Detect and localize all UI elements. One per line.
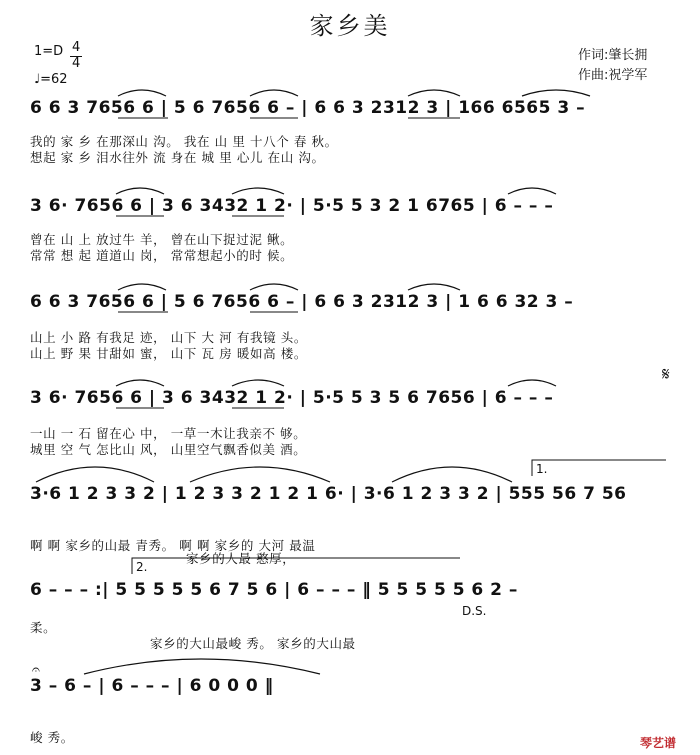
slur bbox=[522, 90, 590, 96]
lyrics-row-5-verse-1: 啊 啊 家乡的山最 青秀。 啊 啊 家乡的 大河 最温 bbox=[30, 538, 316, 553]
volta-1-bracket bbox=[532, 460, 666, 476]
slur bbox=[232, 380, 284, 386]
lyrics-row-4-verse-1: 一山 一 石 留在心 中， 一草一木让我亲不 够。 bbox=[30, 426, 307, 441]
page-title: 家乡美 bbox=[309, 12, 391, 40]
notation-row-5: 3·6 1 2 3 3 2 | 1 2 3 3 2 1 2 1 6· | 3·6 1 2 3 3 2 | 555 56 7 56 bbox=[30, 484, 627, 504]
lyrics-row-2-verse-1: 曾在 山 上 放过牛 羊， 曾在山下捉过泥 鳅。 bbox=[30, 232, 294, 247]
notation-row-7: 3 – 6 – | 6 – – – | 6 0 0 0 ‖ bbox=[30, 676, 274, 696]
lyrics-row-2-verse-2: 常常 想 起 道道山 岗， 常常想起小的时 候。 bbox=[30, 248, 294, 263]
slur bbox=[250, 284, 298, 290]
lyrics-row-6-verse-2: 家乡的大山最峻 秀。 家乡的大山最 bbox=[150, 636, 356, 651]
time-signature-bottom: 4 bbox=[72, 56, 81, 71]
lyrics-row-6-verse-1: 柔。 bbox=[30, 620, 57, 635]
slur bbox=[408, 284, 460, 290]
watermark-logo: 琴艺谱 bbox=[640, 736, 677, 750]
volta-1-label: 1. bbox=[536, 462, 548, 476]
lyrics-row-4-verse-2: 城里 空 气 怎比山 风， 山里空气飘香似美 酒。 bbox=[30, 442, 307, 457]
lyrics-row-7: 峻 秀。 bbox=[30, 730, 74, 745]
lyrics-row-1-verse-2: 想起 家 乡 泪水往外 流 身在 城 里 心儿 在山 沟。 bbox=[30, 150, 325, 165]
slur bbox=[190, 467, 330, 482]
tempo-mark: ♩=62 bbox=[34, 72, 68, 87]
time-signature-top: 4 bbox=[72, 40, 81, 55]
notation-row-6: 6 – – – :| 5 5 5 5 5 6 7 5 6 | 6 – – – ‖ 5 5 5 5 5 6 2 – bbox=[30, 580, 518, 600]
volta-2-label: 2. bbox=[136, 560, 148, 574]
slur bbox=[84, 659, 320, 674]
key-signature: 1=D bbox=[34, 44, 64, 59]
lyrics-row-3-verse-2: 山上 野 果 甘甜如 蜜， 山下 瓦 房 暖如高 楼。 bbox=[30, 346, 307, 361]
volta-2-bracket bbox=[132, 558, 460, 574]
slur bbox=[116, 380, 164, 386]
notation-row-2: 3 6· 7656 6 | 3 6 3432 1 2· | 5·5 5 3 2 1 6765 | 6 – – – bbox=[30, 196, 554, 216]
lyrics-row-5-verse-2: 家乡的人最 憨厚， bbox=[186, 551, 296, 566]
slur bbox=[392, 467, 512, 482]
notation-row-4: 3 6· 7656 6 | 3 6 3432 1 2· | 5·5 5 3 5 6 7656 | 6 – – – bbox=[30, 388, 554, 408]
lyrics-row-3-verse-1: 山上 小 路 有我足 迹， 山下 大 河 有我镜 头。 bbox=[30, 330, 307, 345]
ds-mark: D.S. bbox=[462, 604, 487, 618]
fermata-sign: 𝄐 bbox=[32, 662, 40, 678]
slur bbox=[36, 467, 154, 482]
slur bbox=[118, 90, 166, 96]
lyricist-credit: 作词:肇长拥 bbox=[578, 48, 648, 63]
slur bbox=[508, 380, 556, 386]
slur bbox=[232, 188, 284, 194]
lyrics-row-1-verse-1: 我的 家 乡 在那深山 沟。 我在 山 里 十八个 春 秋。 bbox=[30, 134, 338, 149]
slur bbox=[250, 90, 298, 96]
notation-row-3: 6 6 3 7656 6 | 5 6 7656 6 – | 6 6 3 2312 3 | 1 6 6 32 3 – bbox=[30, 292, 574, 312]
segno-sign: 𝄋 bbox=[662, 364, 670, 385]
composer-credit: 作曲:祝学军 bbox=[578, 68, 648, 83]
notation-row-1: 6 6 3 7656 6 | 5 6 7656 6 – | 6 6 3 2312 3 | 166 6565 3 – bbox=[30, 98, 586, 118]
slur bbox=[508, 188, 556, 194]
slur bbox=[116, 188, 164, 194]
slur bbox=[408, 90, 460, 96]
slur bbox=[118, 284, 166, 290]
